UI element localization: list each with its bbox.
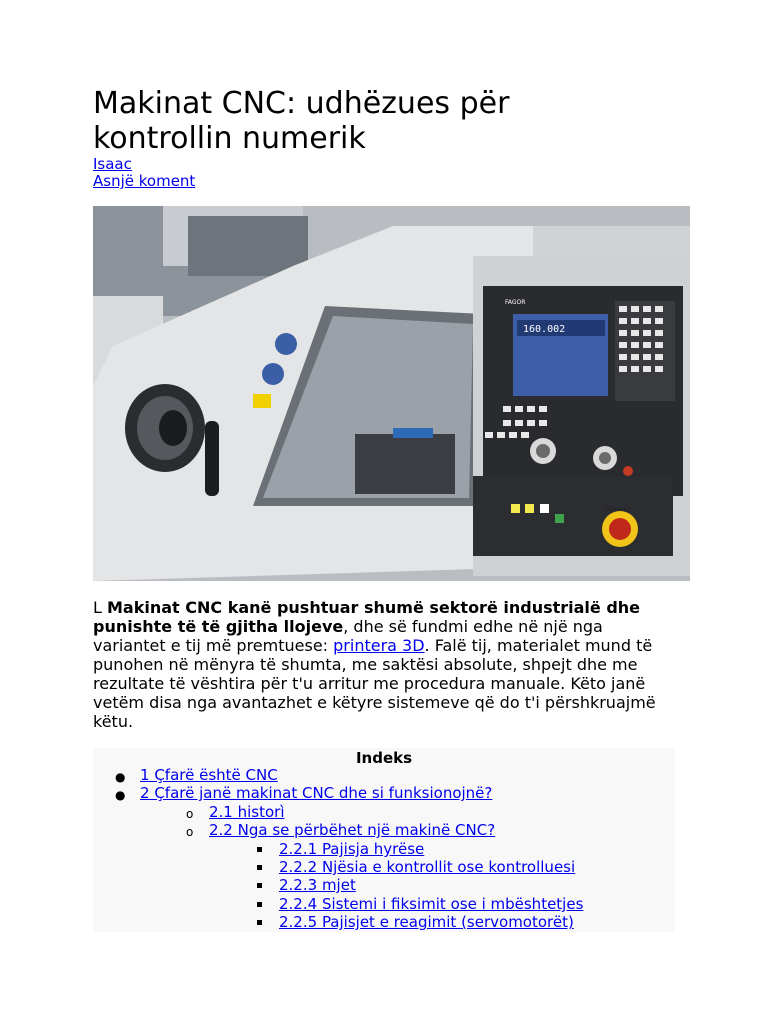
toc-item-2-2-1[interactable]: 2.2.1 Pajisja hyrëse xyxy=(279,840,425,858)
cnc-machine-photo xyxy=(93,206,690,581)
toc-title: Indeks xyxy=(355,749,413,767)
square-bullet-icon xyxy=(257,865,262,870)
intro-paragraph xyxy=(93,598,673,731)
screen-readout: 160.002 xyxy=(523,324,566,335)
circle-bullet-icon: o xyxy=(186,807,194,821)
comments-link[interactable]: Asnjë koment xyxy=(93,172,196,190)
toc-item-2-2-2[interactable]: 2.2.2 Njësia e kontrollit ose kontrolluesi xyxy=(279,858,576,876)
square-bullet-icon xyxy=(257,847,262,852)
printer-3d-link[interactable]: printera 3D xyxy=(333,636,425,655)
intro-text-1: , dhe së fundmi edhe në një nga variantet e tij më premtuese: xyxy=(93,617,603,655)
table-of-contents xyxy=(93,748,675,932)
toc-item-2-2-4[interactable]: 2.2.4 Sistemi i fiksimit ose i mbështetjes xyxy=(279,895,584,913)
toc-item-2[interactable]: 2 Çfarë janë makinat CNC dhe si funksionojnë? xyxy=(140,784,493,802)
toc-item-1[interactable]: 1 Çfarë është CNC xyxy=(140,766,278,784)
bullet-icon: ● xyxy=(115,770,126,784)
toc-item-2-2-5[interactable]: 2.2.5 Pajisjet e reagimit (servomotorët) xyxy=(279,913,574,931)
panel-brand: FAGOR xyxy=(505,299,526,306)
toc-item-2-2-3[interactable]: 2.2.3 mjet xyxy=(279,876,356,894)
bullet-icon: ● xyxy=(115,788,126,802)
square-bullet-icon xyxy=(257,920,262,925)
toc-item-2-1[interactable]: 2.1 historì xyxy=(209,803,285,821)
circle-bullet-icon: o xyxy=(186,825,194,839)
square-bullet-icon xyxy=(257,883,262,888)
square-bullet-icon xyxy=(257,902,262,907)
emergency-label: EMERGENCY xyxy=(605,507,631,512)
toc-item-2-2[interactable]: 2.2 Nga se përbëhet një makinë CNC? xyxy=(209,821,496,839)
author-link[interactable]: Isaac xyxy=(93,155,132,173)
intro-lead: L xyxy=(93,598,107,617)
article-title: Makinat CNC: udhëzues për kontrollin numerik xyxy=(93,86,510,156)
intro-bold: Makinat CNC kanë pushtuar shumë sektorë industrialë dhe punishte të të gjitha llojeve xyxy=(93,598,641,636)
intro-text-2: . Falë tij, materialet mund të punohen në mënyra të shumta, me saktësi absolute, shpejt dhe me rezultate të vështira për t'u arritur me procedura manuale. Këto janë vetëm disa nga avantazhet e këtyre sistemeve që do t'i përshkruajmë këtu. xyxy=(93,636,656,731)
